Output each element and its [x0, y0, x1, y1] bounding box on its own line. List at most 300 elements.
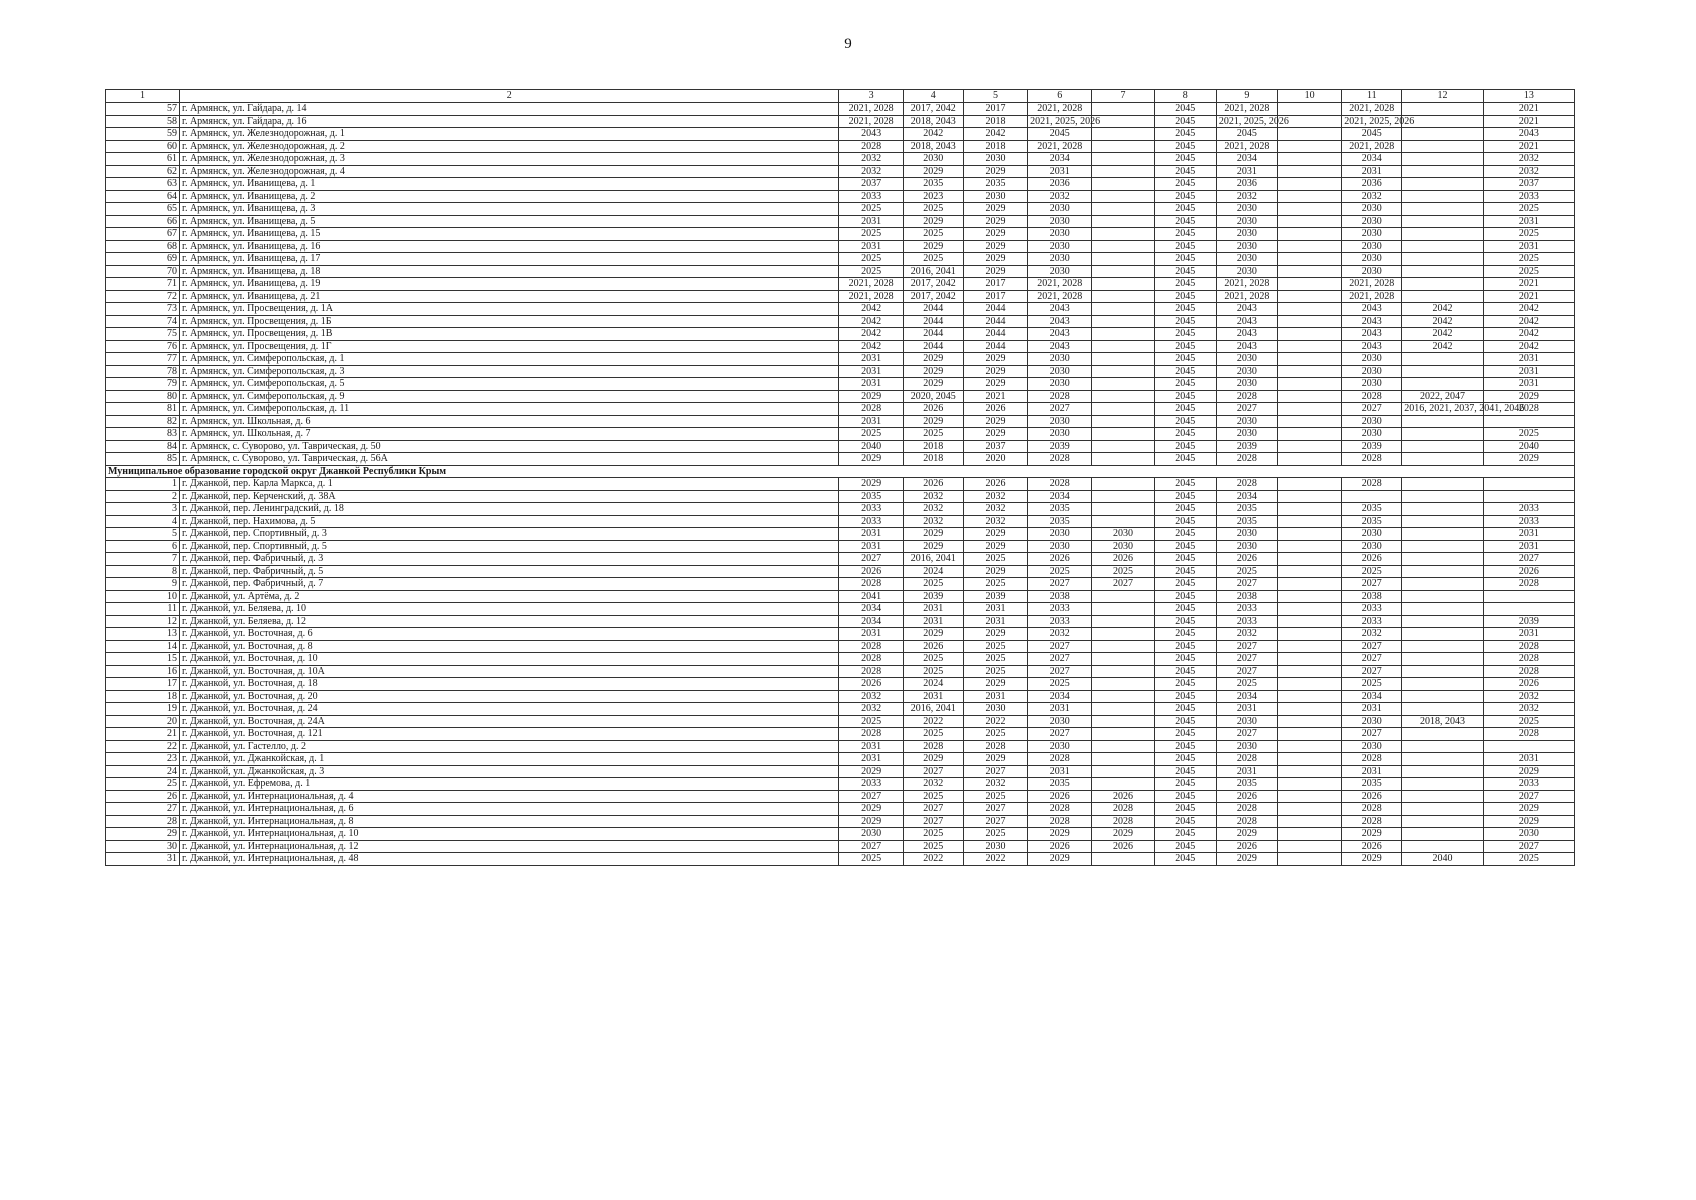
year-cell: 2044: [963, 340, 1027, 353]
table-row: [106, 828, 1575, 841]
year-cell: 2027: [1028, 403, 1092, 416]
year-cell: 2035: [1342, 515, 1402, 528]
year-cell: [1277, 528, 1341, 541]
year-cell: 2031: [1483, 540, 1574, 553]
year-cell: 2021, 2028: [1216, 290, 1277, 303]
table-row: [106, 703, 1575, 716]
year-cell: 2030: [1216, 740, 1277, 753]
year-cell: 2029: [963, 428, 1027, 441]
year-cell: 2045: [1154, 365, 1216, 378]
year-cell: 2030: [1342, 365, 1402, 378]
year-cell: [1092, 278, 1154, 291]
address-cell: г. Армянск, ул. Симферопольская, д. 11: [179, 403, 838, 416]
year-cell: [1402, 503, 1483, 516]
year-cell: 2025: [903, 790, 963, 803]
year-cell: [1277, 440, 1341, 453]
year-cell: 2029: [963, 540, 1027, 553]
year-cell: 2034: [1028, 690, 1092, 703]
table-row: [106, 765, 1575, 778]
year-cell: [1277, 503, 1341, 516]
year-cell: [1092, 303, 1154, 316]
year-cell: 2033: [1483, 778, 1574, 791]
year-cell: 2025: [963, 553, 1027, 566]
year-cell: 2027: [1342, 665, 1402, 678]
year-cell: 2029: [839, 815, 903, 828]
year-cell: 2035: [1216, 503, 1277, 516]
table-row: [106, 265, 1575, 278]
year-cell: [1402, 453, 1483, 466]
year-cell: 2032: [1483, 165, 1574, 178]
year-cell: 2030: [1342, 715, 1402, 728]
table-row: [106, 528, 1575, 541]
table-row: [106, 178, 1575, 191]
year-cell: [1277, 703, 1341, 716]
year-cell: [1092, 365, 1154, 378]
year-cell: 2045: [1154, 190, 1216, 203]
year-cell: 2025: [903, 253, 963, 266]
year-cell: 2028: [1028, 753, 1092, 766]
year-cell: 2031: [839, 215, 903, 228]
row-number-cell: 13: [106, 628, 180, 641]
year-cell: 2043: [839, 128, 903, 141]
year-cell: 2034: [839, 603, 903, 616]
year-cell: 2045: [1154, 253, 1216, 266]
year-cell: [1277, 415, 1341, 428]
year-cell: 2029: [963, 753, 1027, 766]
year-cell: 2030: [963, 840, 1027, 853]
year-cell: 2028: [1342, 453, 1402, 466]
year-cell: [1402, 515, 1483, 528]
row-number-cell: 28: [106, 815, 180, 828]
year-cell: [1092, 165, 1154, 178]
year-cell: 2030: [1028, 415, 1092, 428]
year-cell: [1402, 615, 1483, 628]
year-cell: 2029: [903, 753, 963, 766]
year-cell: 2017: [963, 103, 1027, 116]
year-cell: 2030: [1216, 715, 1277, 728]
year-cell: 2029: [1342, 853, 1402, 866]
year-cell: 2032: [839, 153, 903, 166]
column-header: 13: [1483, 90, 1574, 103]
year-cell: [1402, 665, 1483, 678]
year-cell: 2029: [963, 165, 1027, 178]
year-cell: 2044: [963, 315, 1027, 328]
year-cell: 2017, 2042: [903, 290, 963, 303]
year-cell: 2042: [839, 340, 903, 353]
year-cell: 2032: [963, 503, 1027, 516]
table-row: [106, 390, 1575, 403]
table-row: [106, 790, 1575, 803]
table-row: [106, 553, 1575, 566]
year-cell: 2029: [839, 478, 903, 491]
table-row: [106, 578, 1575, 591]
year-cell: [1277, 253, 1341, 266]
year-cell: 2045: [1154, 628, 1216, 641]
year-cell: 2025: [1342, 565, 1402, 578]
year-cell: 2035: [1028, 515, 1092, 528]
year-cell: 2022, 2047: [1402, 390, 1483, 403]
year-cell: [1277, 340, 1341, 353]
year-cell: 2045: [1154, 590, 1216, 603]
year-cell: 2028: [1342, 753, 1402, 766]
year-cell: 2021, 2028: [1028, 278, 1092, 291]
year-cell: [1402, 803, 1483, 816]
year-cell: 2040: [839, 440, 903, 453]
year-cell: 2045: [1154, 128, 1216, 141]
year-cell: 2022: [963, 853, 1027, 866]
table-row: [106, 215, 1575, 228]
year-cell: 2021, 2028: [839, 290, 903, 303]
year-cell: [1092, 715, 1154, 728]
row-number-cell: 25: [106, 778, 180, 791]
year-cell: 2030: [1216, 215, 1277, 228]
table-row: [106, 128, 1575, 141]
table-row: [106, 778, 1575, 791]
year-cell: 2038: [1028, 590, 1092, 603]
row-number-cell: 4: [106, 515, 180, 528]
row-number-cell: 16: [106, 665, 180, 678]
year-cell: [1277, 578, 1341, 591]
year-cell: [1277, 840, 1341, 853]
year-cell: 2045: [1154, 528, 1216, 541]
year-cell: 2045: [1154, 815, 1216, 828]
table-row: [106, 328, 1575, 341]
address-cell: г. Джанкой, пер. Нахимова, д. 5: [179, 515, 838, 528]
year-cell: [1277, 153, 1341, 166]
year-cell: 2021, 2028: [1342, 290, 1402, 303]
address-cell: г. Армянск, ул. Симферопольская, д. 3: [179, 365, 838, 378]
year-cell: [1483, 740, 1574, 753]
year-cell: [1277, 303, 1341, 316]
year-cell: 2042: [1402, 328, 1483, 341]
year-cell: 2032: [1483, 690, 1574, 703]
table-row: [106, 540, 1575, 553]
year-cell: [1092, 440, 1154, 453]
year-cell: [1092, 503, 1154, 516]
year-cell: 2045: [1154, 540, 1216, 553]
year-cell: 2037: [1483, 178, 1574, 191]
year-cell: 2036: [1216, 178, 1277, 191]
year-cell: 2033: [1483, 503, 1574, 516]
year-cell: 2044: [903, 328, 963, 341]
row-number-cell: 83: [106, 428, 180, 441]
year-cell: 2028: [839, 665, 903, 678]
year-cell: 2028: [963, 740, 1027, 753]
year-cell: 2025: [1028, 678, 1092, 691]
year-cell: 2029: [839, 803, 903, 816]
year-cell: 2028: [1483, 640, 1574, 653]
year-cell: 2035: [1342, 503, 1402, 516]
year-cell: 2045: [1154, 665, 1216, 678]
year-cell: 2025: [903, 840, 963, 853]
address-cell: г. Джанкой, ул. Артёма, д. 2: [179, 590, 838, 603]
address-cell: г. Армянск, ул. Иванищева, д. 16: [179, 240, 838, 253]
year-cell: 2025: [1483, 853, 1574, 866]
year-cell: [1402, 115, 1483, 128]
year-cell: 2045: [1154, 478, 1216, 491]
year-cell: 2031: [963, 690, 1027, 703]
address-cell: г. Джанкой, пер. Спортивный, д. 5: [179, 540, 838, 553]
year-cell: 2045: [1154, 278, 1216, 291]
year-cell: 2021, 2028: [1028, 103, 1092, 116]
row-number-cell: 61: [106, 153, 180, 166]
year-cell: 2029: [839, 390, 903, 403]
year-cell: 2038: [1216, 590, 1277, 603]
table-row: [106, 415, 1575, 428]
year-cell: [1277, 615, 1341, 628]
year-cell: [1277, 478, 1341, 491]
year-cell: 2030: [1028, 428, 1092, 441]
year-cell: [1092, 765, 1154, 778]
year-cell: 2030: [1092, 540, 1154, 553]
year-cell: 2027: [963, 803, 1027, 816]
year-cell: 2040: [1402, 853, 1483, 866]
table-row: [106, 303, 1575, 316]
year-cell: [1277, 778, 1341, 791]
year-cell: 2030: [1342, 253, 1402, 266]
year-cell: 2027: [1028, 578, 1092, 591]
year-cell: [1402, 790, 1483, 803]
year-cell: 2028: [839, 640, 903, 653]
table-row: [106, 665, 1575, 678]
year-cell: 2033: [1028, 603, 1092, 616]
year-cell: [1402, 103, 1483, 116]
year-cell: [1092, 678, 1154, 691]
year-cell: 2043: [1216, 328, 1277, 341]
year-cell: [1402, 678, 1483, 691]
address-cell: г. Джанкой, пер. Фабричный, д. 3: [179, 553, 838, 566]
table-row: [106, 103, 1575, 116]
year-cell: [1277, 453, 1341, 466]
year-cell: 2031: [1342, 703, 1402, 716]
address-cell: г. Джанкой, ул. Джанкойская, д. 3: [179, 765, 838, 778]
year-cell: 2030: [1216, 228, 1277, 241]
year-cell: 2032: [839, 165, 903, 178]
year-cell: 2027: [1342, 578, 1402, 591]
year-cell: [1402, 603, 1483, 616]
year-cell: 2030: [1483, 828, 1574, 841]
year-cell: 2039: [1216, 440, 1277, 453]
year-cell: 2031: [903, 603, 963, 616]
row-number-cell: 73: [106, 303, 180, 316]
year-cell: 2035: [1028, 778, 1092, 791]
year-cell: 2029: [1483, 815, 1574, 828]
year-cell: 2045: [1154, 203, 1216, 216]
address-cell: г. Джанкой, ул. Беляева, д. 10: [179, 603, 838, 616]
year-cell: 2042: [839, 303, 903, 316]
year-cell: 2021, 2028: [1216, 140, 1277, 153]
row-number-cell: 74: [106, 315, 180, 328]
table-row: [106, 478, 1575, 491]
year-cell: 2030: [1216, 265, 1277, 278]
year-cell: 2033: [839, 190, 903, 203]
year-cell: [1277, 328, 1341, 341]
year-cell: [1402, 140, 1483, 153]
year-cell: 2032: [903, 515, 963, 528]
year-cell: 2026: [1216, 790, 1277, 803]
year-cell: 2025: [903, 828, 963, 841]
year-cell: 2034: [1342, 690, 1402, 703]
section-row: [106, 465, 1575, 478]
year-cell: 2032: [1483, 703, 1574, 716]
year-cell: 2044: [963, 303, 1027, 316]
row-number-cell: 31: [106, 853, 180, 866]
year-cell: [1277, 590, 1341, 603]
year-cell: [1277, 753, 1341, 766]
year-cell: 2029: [963, 215, 1027, 228]
year-cell: [1402, 765, 1483, 778]
year-cell: [1092, 515, 1154, 528]
table-row: [106, 190, 1575, 203]
year-cell: 2029: [903, 528, 963, 541]
year-cell: [1092, 140, 1154, 153]
year-cell: 2029: [963, 203, 1027, 216]
year-cell: 2028: [1216, 390, 1277, 403]
year-cell: 2025: [903, 665, 963, 678]
year-cell: 2028: [1216, 803, 1277, 816]
year-cell: 2035: [839, 490, 903, 503]
year-cell: 2045: [1154, 765, 1216, 778]
year-cell: 2027: [1028, 640, 1092, 653]
year-cell: [1277, 140, 1341, 153]
row-number-cell: 7: [106, 553, 180, 566]
year-cell: 2030: [1342, 215, 1402, 228]
column-header: 3: [839, 90, 903, 103]
year-cell: 2045: [1154, 315, 1216, 328]
year-cell: 2028: [839, 578, 903, 591]
year-cell: 2031: [839, 365, 903, 378]
row-number-cell: 21: [106, 728, 180, 741]
year-cell: 2030: [1028, 528, 1092, 541]
year-cell: 2043: [1342, 303, 1402, 316]
year-cell: 2028: [1342, 803, 1402, 816]
year-cell: 2025: [963, 790, 1027, 803]
table-row: [106, 165, 1575, 178]
year-cell: [1483, 490, 1574, 503]
row-number-cell: 3: [106, 503, 180, 516]
table-row: [106, 340, 1575, 353]
year-cell: 2030: [839, 828, 903, 841]
year-cell: [1092, 315, 1154, 328]
year-cell: 2030: [963, 190, 1027, 203]
year-cell: 2026: [1028, 790, 1092, 803]
year-cell: [1277, 565, 1341, 578]
year-cell: 2027: [1216, 578, 1277, 591]
year-cell: 2029: [903, 215, 963, 228]
year-cell: 2043: [1028, 303, 1092, 316]
year-cell: [1277, 428, 1341, 441]
table-row: [106, 453, 1575, 466]
table-row: [106, 315, 1575, 328]
year-cell: 2045: [1154, 165, 1216, 178]
address-cell: г. Джанкой, ул. Интернациональная, д. 6: [179, 803, 838, 816]
year-cell: 2039: [1028, 440, 1092, 453]
year-cell: 2029: [903, 378, 963, 391]
year-cell: 2027: [903, 803, 963, 816]
year-cell: 2029: [1216, 853, 1277, 866]
table-row: [106, 678, 1575, 691]
year-cell: 2029: [903, 628, 963, 641]
year-cell: 2030: [1028, 253, 1092, 266]
address-cell: г. Армянск, ул. Иванищева, д. 15: [179, 228, 838, 241]
year-cell: [1277, 290, 1341, 303]
year-cell: 2025: [839, 428, 903, 441]
year-cell: 2033: [1483, 515, 1574, 528]
year-cell: 2045: [1154, 415, 1216, 428]
year-cell: 2027: [1028, 653, 1092, 666]
address-cell: г. Джанкой, пер. Спортивный, д. 3: [179, 528, 838, 541]
row-number-cell: 8: [106, 565, 180, 578]
year-cell: [1277, 378, 1341, 391]
year-cell: 2021: [1483, 103, 1574, 116]
year-cell: [1402, 378, 1483, 391]
year-cell: 2028: [839, 403, 903, 416]
year-cell: [1277, 265, 1341, 278]
year-cell: 2031: [1483, 353, 1574, 366]
year-cell: [1277, 665, 1341, 678]
address-cell: г. Джанкой, ул. Восточная, д. 121: [179, 728, 838, 741]
year-cell: 2045: [1154, 103, 1216, 116]
year-cell: 2030: [1342, 353, 1402, 366]
year-cell: 2021, 2028: [839, 115, 903, 128]
year-cell: 2031: [839, 378, 903, 391]
year-cell: [1402, 628, 1483, 641]
year-cell: 2027: [963, 815, 1027, 828]
table-row: [106, 228, 1575, 241]
year-cell: 2029: [963, 678, 1027, 691]
year-cell: 2043: [1216, 303, 1277, 316]
year-cell: 2026: [903, 640, 963, 653]
address-cell: г. Джанкой, ул. Восточная, д. 10А: [179, 665, 838, 678]
row-number-cell: 71: [106, 278, 180, 291]
year-cell: 2031: [1483, 215, 1574, 228]
year-cell: 2017: [963, 278, 1027, 291]
year-cell: 2045: [1154, 328, 1216, 341]
year-cell: 2042: [963, 128, 1027, 141]
table-row: [106, 715, 1575, 728]
year-cell: 2031: [963, 603, 1027, 616]
year-cell: 2025: [1028, 565, 1092, 578]
year-cell: [1092, 328, 1154, 341]
year-cell: 2029: [903, 240, 963, 253]
year-cell: 2021, 2028: [1342, 103, 1402, 116]
year-cell: 2027: [1342, 640, 1402, 653]
year-cell: 2027: [1216, 653, 1277, 666]
row-number-cell: 14: [106, 640, 180, 653]
row-number-cell: 9: [106, 578, 180, 591]
year-cell: 2027: [1216, 665, 1277, 678]
year-cell: 2032: [1028, 190, 1092, 203]
year-cell: 2045: [1154, 215, 1216, 228]
year-cell: 2044: [903, 303, 963, 316]
year-cell: 2024: [903, 678, 963, 691]
year-cell: 2030: [1216, 528, 1277, 541]
year-cell: 2018: [903, 440, 963, 453]
year-cell: 2045: [1154, 653, 1216, 666]
row-number-cell: 18: [106, 690, 180, 703]
year-cell: 2027: [1216, 728, 1277, 741]
year-cell: [1277, 553, 1341, 566]
year-cell: 2039: [963, 590, 1027, 603]
year-cell: 2025: [839, 253, 903, 266]
table-row: [106, 565, 1575, 578]
year-cell: 2031: [839, 353, 903, 366]
year-cell: 2029: [963, 365, 1027, 378]
year-cell: 2028: [839, 653, 903, 666]
year-cell: [1092, 128, 1154, 141]
year-cell: 2035: [1216, 515, 1277, 528]
year-cell: 2038: [1342, 590, 1402, 603]
